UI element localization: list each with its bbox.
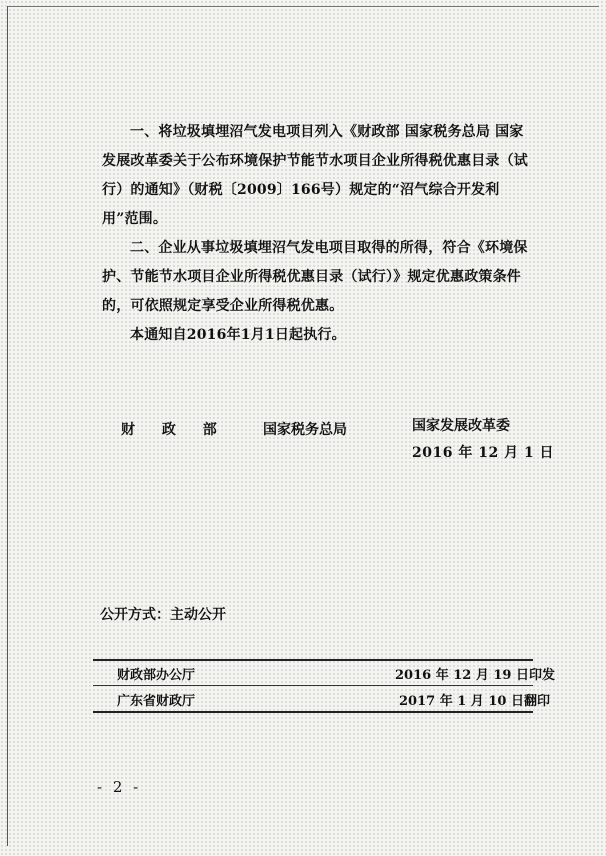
signature-ndrc: 国家发展改革委: [412, 418, 510, 434]
footer-bottom-rule: [93, 711, 533, 713]
footer-top-rule: [93, 659, 533, 661]
page-number: - 2 -: [97, 778, 142, 796]
footer-row-1-date: 2016 年 12 月 19 日印发: [395, 668, 555, 683]
notice-body: [102, 118, 530, 350]
signature-state-taxation-administration: 国家税务总局: [263, 422, 347, 438]
disclosure-method: 公开方式：主动公开: [100, 607, 226, 623]
footer-row-2-date: 2017 年 1 月 10 日翻印: [399, 694, 550, 709]
body-paragraph-2: 二、企业从事垃圾填埋沼气发电项目取得的所得，符合《环境保护、节能节水项目企业所得税优惠目录（试行）》规定优惠政策条件的，可依照规定享受企业所得税优惠。: [102, 240, 528, 314]
footer-row-1-office: 财政部办公厅: [117, 668, 196, 683]
scan-frame-left-edge: [7, 6, 8, 846]
footer-row-2-office: 广东省财政厅: [117, 694, 196, 709]
scan-frame-top-edge: [7, 6, 599, 7]
body-paragraph-1: 一、将垃圾填埋沼气发电项目列入《财政部 国家税务总局 国家发展改革委关于公布环境保护节能节水项目企业所得税优惠目录（试行）的通知》（财税〔2009〕166号）规定的“沼气综合开发利用”范围。: [102, 124, 528, 227]
body-paragraph-3: 本通知自2016年1月1日起执行。: [130, 327, 346, 343]
footer-middle-rule: [93, 685, 533, 686]
signature-date: 2016 年 12 月 1 日: [412, 445, 555, 461]
signature-ministry-of-finance: 财 政 部: [121, 422, 228, 438]
